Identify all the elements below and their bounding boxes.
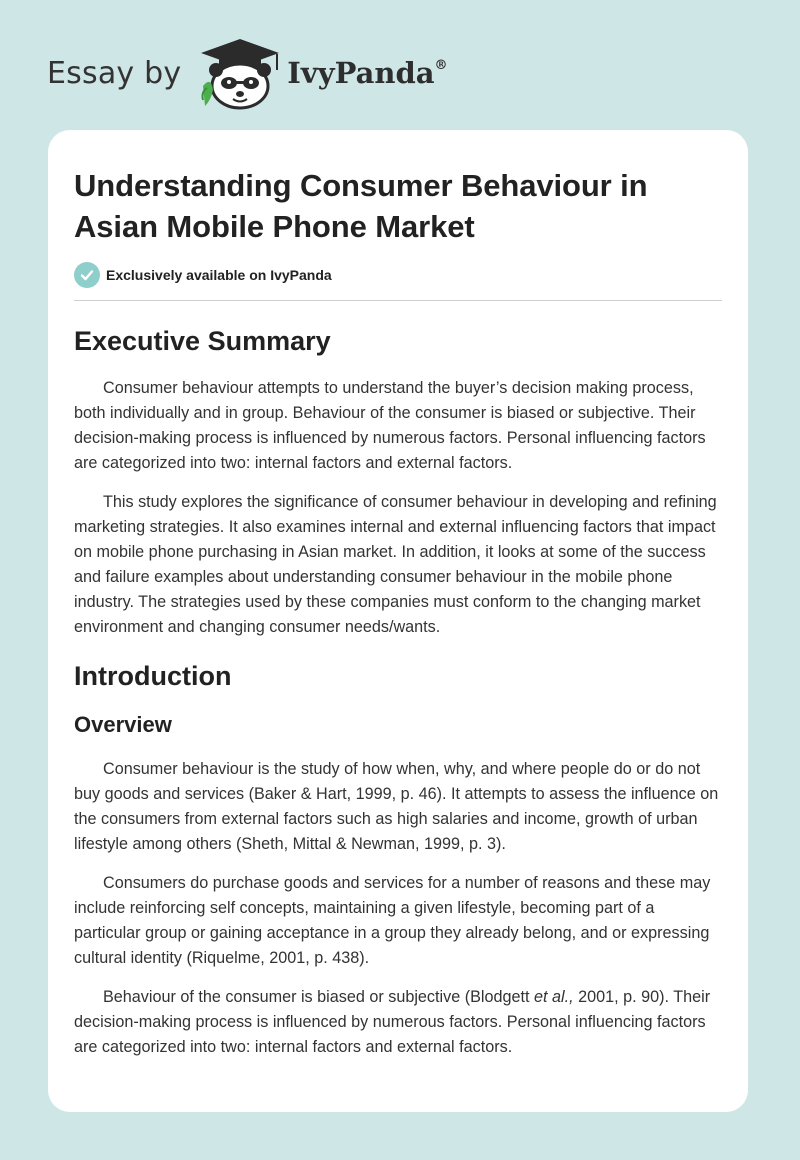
paragraph: Consumer behaviour attempts to understand the buyer’s decision making process, both individually and in group. Behaviour of the consumer is biased or subjective. Their decision-making process is influenced by numerous factors. Personal influencing factors are categorized into two: internal factors and external factors. (74, 379, 706, 472)
panda-graduate-logo-icon (197, 36, 283, 110)
divider (74, 300, 722, 301)
paragraph: Consumers do purchase goods and services for a number of reasons and these may include reinforcing self concepts, maintaining a given lifestyle, becoming part of a particular group or gaining acceptance in a group they already belong, and or expressing cultural identity (Riquelme, 2001, p. 438). (74, 874, 711, 967)
check-icon (74, 262, 100, 288)
brand-name: IvyPanda® (287, 56, 448, 90)
paragraph: Consumer behaviour is the study of how when, why, and where people do or do not buy goods and services (Baker & Hart, 1999, p. 46). It attempts to assess the influence on the consumers from external factors such as high salaries and income, growth of urban lifestyle among others (Sheth, Mittal & Newman, 1999, p. 3). (74, 760, 719, 853)
exclusive-badge (74, 262, 722, 288)
badge-label: Exclusively available on IvyPanda (106, 267, 332, 283)
article-title: Understanding Consumer Behaviour in Asian Mobile Phone Market (74, 168, 648, 244)
paragraph (74, 985, 722, 1060)
paragraph-text: Behaviour of the consumer is biased or subjective (Blodgett (103, 988, 535, 1006)
paragraph: This study explores the significance of consumer behaviour in developing and refining marketing strategies. It also examines internal and external influencing factors that impact on mobile phone purchasing in Asian market. In addition, it looks at some of the success and failure examples about understanding consumer behaviour in the mobile phone industry. The strategies used by these companies must conform to the changing market environment and changing consumer needs/wants. (74, 493, 717, 636)
registered-mark: ® (434, 58, 448, 73)
subsection-heading-overview: Overview (74, 712, 172, 737)
brand-header (47, 36, 448, 110)
paragraph-text: 2001, p. 90). Their decision-making process is influenced by numerous factors. Personal influencing factors are categorized into two: internal factors and external factors. (74, 988, 711, 1056)
citation-italic: et al., (534, 988, 574, 1006)
section-heading-executive-summary: Executive Summary (74, 326, 331, 356)
article-card (48, 130, 748, 1112)
section-heading-introduction: Introduction (74, 661, 232, 691)
brand-prefix: Essay by (47, 55, 182, 91)
